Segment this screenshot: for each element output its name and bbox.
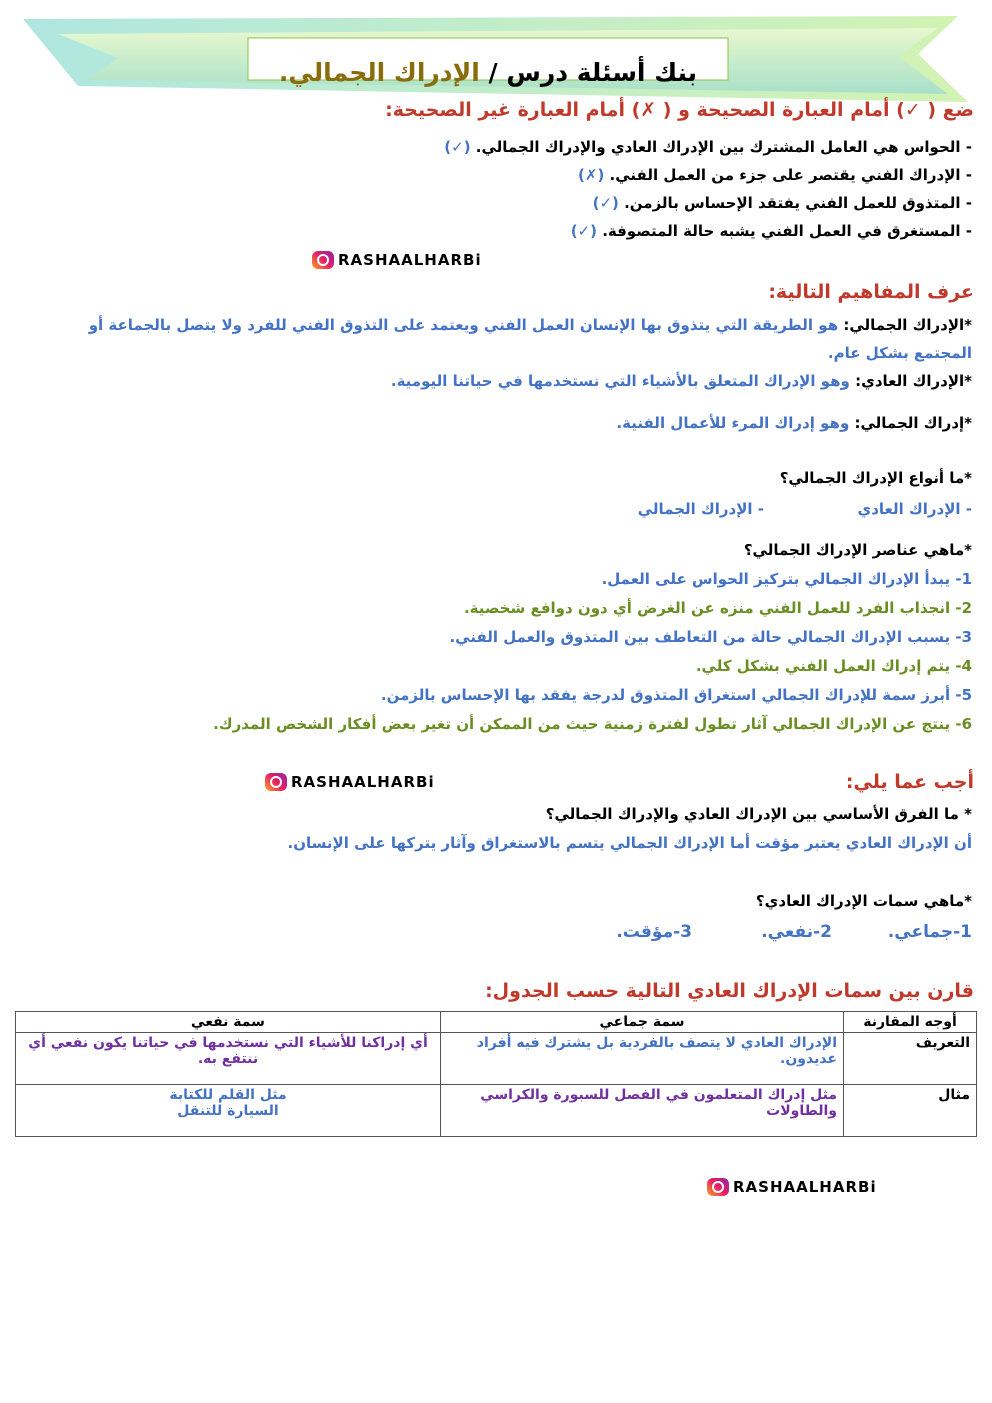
question-features: *ماهي سمات الإدراك العادي؟	[755, 892, 972, 910]
tf-item-text: - المستغرق في العمل الفني يشبه حالة المتصوفة.	[596, 222, 972, 240]
definition-2	[391, 372, 972, 390]
tf-mark: (✓)	[444, 138, 471, 156]
brand-text: RASHAALHARBi	[291, 773, 435, 791]
element-item-3	[449, 628, 972, 646]
section2-heading: عرف المفاهيم التالية:	[768, 281, 974, 303]
section1-heading: ضع ( ✓) أمام العبارة الصحيحة و ( ✗) أمام العبارة غير الصحيحة:	[385, 99, 974, 121]
tf-item-2	[578, 166, 972, 184]
table-cell: الإدراك العادي لا يتصف بالفردية بل يشترك فيه أفراد عديدون.	[441, 1033, 844, 1085]
element-item-6	[213, 715, 972, 733]
table-cell: مثل إدراك المتعلمون في الفصل للسبورة والكراسي والطاولات	[441, 1085, 844, 1137]
element-text: ينتج عن الإدراك الجمالي آثار تطول لفترة زمنية حيث من الممكن أن تغير بعض أفكار الشخص المدرك.	[213, 715, 956, 733]
definition-text: وهو الإدراك المتعلق بالأشياء التي نستخدمها في حياتنا اليومية.	[390, 372, 850, 390]
element-text: يسبب الإدراك الجمالي حالة من التعاطف بين المتذوق والعمل الفني.	[449, 628, 956, 646]
brand-text: RASHAALHARBi	[338, 251, 482, 269]
definition-text: هو الطريقة التي يتذوق بها الإنسان العمل الفني ويعتمد على التذوق الفني للفرد ولا يتصل بالجماعة أو	[88, 316, 839, 334]
table-header: أوجه المقارنة	[844, 1012, 977, 1033]
table-header: سمة نفعي	[16, 1012, 441, 1033]
element-number: 4-	[955, 657, 972, 675]
tf-item-3	[593, 194, 972, 212]
title-banner	[18, 14, 978, 109]
question-types: *ما أنواع الإدراك الجمالي؟	[779, 469, 972, 487]
tf-item-text: - الإدراك الفني يقتصر على جزء من العمل الفني.	[604, 166, 972, 184]
title-topic: الإدراك الجمالي.	[278, 58, 480, 87]
comparison-table	[15, 1011, 977, 1137]
element-text: يتم إدراك العمل الفني بشكل كلي.	[695, 657, 956, 675]
tf-item-text: - الحواس هي العامل المشترك بين الإدراك العادي والإدراك الجمالي.	[470, 138, 972, 156]
tf-item-4	[571, 222, 972, 240]
element-text: يبدأ الإدراك الجمالي بتركيز الحواس على العمل.	[601, 570, 956, 588]
brand-text: RASHAALHARBi	[733, 1178, 877, 1196]
definition-3	[616, 414, 972, 432]
element-number: 3-	[955, 628, 972, 646]
feature-1: 1-جماعي.	[887, 922, 972, 942]
definition-label: *الإدراك الجمالي:	[838, 316, 972, 334]
type-2: - الإدراك الجمالي	[637, 500, 764, 518]
example-line: مثل القلم للكتابة	[169, 1087, 287, 1103]
instagram-icon	[707, 1178, 729, 1196]
type-1: - الإدراك العادي	[857, 500, 972, 518]
feature-2: 2-نفعي.	[761, 922, 832, 942]
row-label: مثال	[844, 1085, 977, 1137]
brand-watermark	[312, 251, 482, 269]
element-text: انجذاب الفرد للعمل الفني منزه عن الغرض أي دون دوافع شخصية.	[463, 599, 956, 617]
tf-mark: (✓)	[592, 194, 619, 212]
question-elements: *ماهي عناصر الإدراك الجمالي؟	[743, 541, 972, 559]
brand-watermark	[265, 773, 435, 791]
element-item-5	[381, 686, 972, 704]
feature-3: 3-مؤقت.	[616, 922, 692, 942]
section3-heading: أجب عما يلي:	[845, 771, 974, 793]
example-line: السيارة للتنقل	[177, 1103, 279, 1119]
row-label: التعريف	[844, 1033, 977, 1085]
table-row	[16, 1085, 977, 1137]
table-header-row	[16, 1012, 977, 1033]
element-item-1	[602, 570, 972, 588]
element-text: أبرز سمة للإدراك الجمالي استغراق المتذوق لدرجة يفقد بها الإحساس بالزمن.	[380, 686, 956, 704]
tf-mark: (✗)	[578, 166, 605, 184]
definition-label: *الإدراك العادي:	[849, 372, 972, 390]
definition-text: وهو إدراك المرء للأعمال الفنية.	[616, 414, 850, 432]
instagram-icon	[265, 773, 287, 791]
element-item-2	[464, 599, 972, 617]
tf-item-1	[444, 138, 972, 156]
tf-mark: (✓)	[570, 222, 597, 240]
instagram-icon	[312, 251, 334, 269]
table-row	[16, 1033, 977, 1085]
definition-1-cont: المجتمع بشكل عام.	[827, 344, 972, 362]
table-cell	[16, 1085, 441, 1137]
definition-label: *إدراك الجمالي:	[849, 414, 972, 432]
table-cell: أي إدراكنا للأشياء التي نستخدمها في حياتنا يكون نفعي أي ننتفع به.	[16, 1033, 441, 1085]
tf-item-text: - المتذوق للعمل الفني يفتقد الإحساس بالزمن.	[618, 194, 972, 212]
element-number: 6-	[955, 715, 972, 733]
answer-difference: أن الإدراك العادي يعتبر مؤقت أما الإدراك الجمالي يتسم بالاستغراق وآثار يتركها على الإنسان.	[287, 834, 972, 852]
definition-1	[89, 316, 972, 334]
title-lesson-label: بنك أسئلة درس /	[479, 58, 698, 87]
page-title	[248, 52, 728, 94]
brand-watermark	[707, 1178, 877, 1196]
element-number: 5-	[955, 686, 972, 704]
section4-heading: قارن بين سمات الإدراك العادي التالية حسب الجدول:	[485, 980, 974, 1002]
table-header: سمة جماعي	[441, 1012, 844, 1033]
question-difference: * ما الفرق الأساسي بين الإدراك العادي والإدراك الجمالي؟	[545, 805, 972, 823]
element-number: 2-	[955, 599, 972, 617]
element-number: 1-	[955, 570, 972, 588]
element-item-4	[696, 657, 972, 675]
